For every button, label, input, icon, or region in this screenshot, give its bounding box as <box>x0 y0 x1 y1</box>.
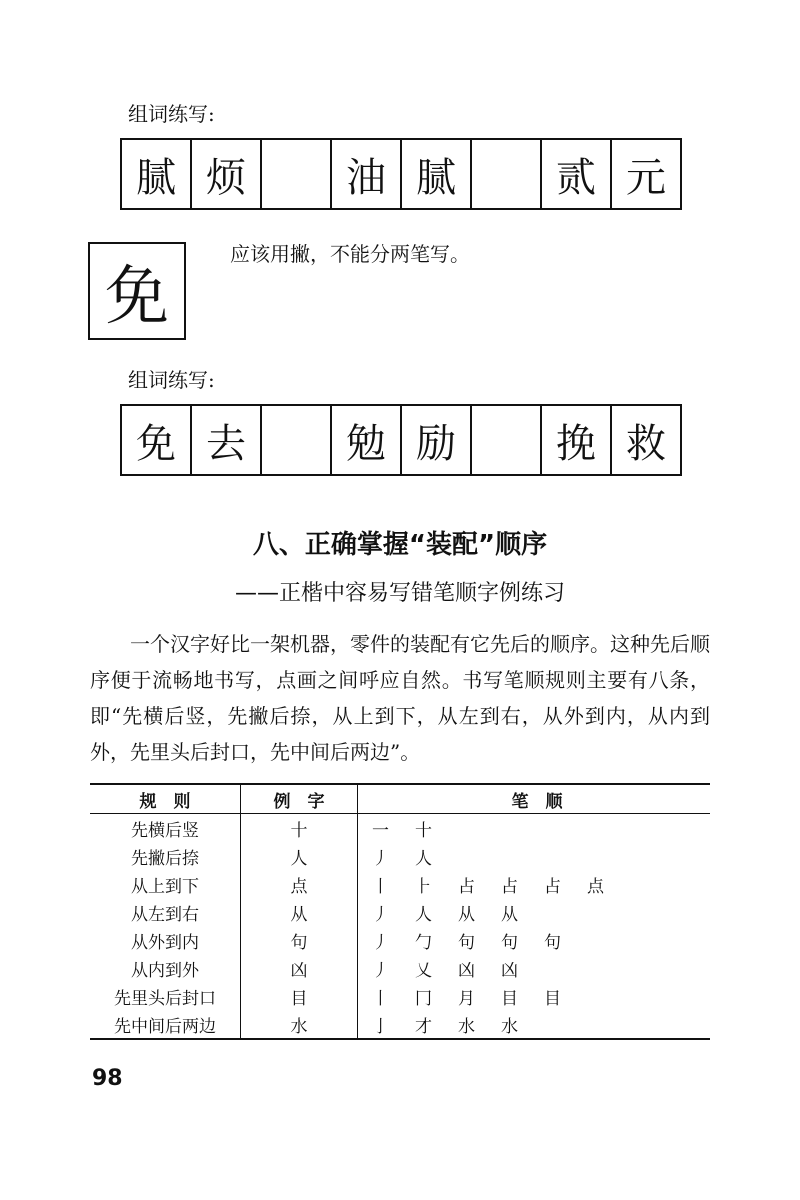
header-example: 例 字 <box>241 784 358 814</box>
grid-cell <box>472 406 542 474</box>
strokes-cell <box>358 954 711 982</box>
stroke-step: 目 <box>544 988 561 1009</box>
grid-cell: 腻 <box>402 140 472 208</box>
stroke-step: 才 <box>415 1016 432 1037</box>
stroke-step: 从 <box>458 904 475 925</box>
strokes-cell <box>358 842 711 870</box>
stroke-step: 水 <box>458 1016 475 1037</box>
example-cell: 点 <box>241 870 358 898</box>
rule-cell: 先横后竖 <box>90 814 241 843</box>
grid-cell <box>262 406 332 474</box>
stroke-step: 句 <box>544 932 561 953</box>
table-row <box>90 814 710 843</box>
stroke-step: 一 <box>372 820 389 841</box>
stroke-step: 占 <box>501 876 518 897</box>
stroke-step: 丿 <box>372 960 389 981</box>
stroke-step: 丿 <box>372 904 389 925</box>
stroke-step: 目 <box>501 988 518 1009</box>
header-rule: 规 则 <box>90 784 241 814</box>
stroke-step: 占 <box>458 876 475 897</box>
rule-cell: 先中间后两边 <box>90 1010 241 1039</box>
intro-paragraph: 一个汉字好比一架机器，零件的装配有它先后的顺序。这种先后顺序便于流畅地书写，点画之间呼应自然。书写笔顺规则主要有八条，即“先横后竖，先撇后捺，从上到下，从左到右，从外到内，从内到外，先里头后封口，先中间后两边”。 <box>90 632 710 764</box>
stroke-step: 句 <box>501 932 518 953</box>
stroke-step: 丨 <box>372 876 389 897</box>
grid-cell: 元 <box>626 154 666 201</box>
header-strokes: 笔 顺 <box>511 791 563 812</box>
stroke-step: 人 <box>415 904 432 925</box>
strokes-cell <box>358 1010 711 1039</box>
grid-cell: 油 <box>332 140 402 208</box>
strokes-cell <box>358 898 711 926</box>
grid-cell: 挽 <box>542 406 612 474</box>
stroke-step: 月 <box>458 988 475 1009</box>
table-row <box>90 982 710 1010</box>
practice-label-1: 组词练写: <box>128 102 215 126</box>
stroke-step: 丿 <box>372 848 389 869</box>
table-row <box>90 926 710 954</box>
example-cell: 凶 <box>241 954 358 982</box>
rule-cell: 先里头后封口 <box>90 982 241 1010</box>
grid-cell: 贰 <box>542 140 612 208</box>
grid-cell: 勉 <box>332 406 402 474</box>
example-cell: 十 <box>241 814 358 843</box>
strokes-cell <box>358 926 711 954</box>
stroke-step: 点 <box>587 876 604 897</box>
example-cell: 人 <box>241 842 358 870</box>
stroke-step: 凶 <box>501 960 518 981</box>
table-header-row <box>90 784 710 814</box>
stroke-order-table <box>90 783 710 1040</box>
example-cell: 水 <box>241 1010 358 1039</box>
section-subtitle: ——正楷中容易写错笔顺字例练习 <box>234 581 565 606</box>
strokes-cell <box>358 982 711 1010</box>
grid-cell: 烦 <box>192 140 262 208</box>
rule-cell: 从外到内 <box>90 926 241 954</box>
grid-cell <box>472 140 542 208</box>
page-number: 98 <box>92 1066 123 1091</box>
writing-note: 应该用撇，不能分两笔写。 <box>230 242 470 266</box>
grid-cell <box>262 140 332 208</box>
stroke-step: 丨 <box>372 988 389 1009</box>
example-char-box: 免 <box>88 242 186 340</box>
stroke-step: 人 <box>415 848 432 869</box>
rule-cell: 从上到下 <box>90 870 241 898</box>
stroke-step: ⺊ <box>415 876 432 897</box>
strokes-cell <box>358 814 711 843</box>
stroke-step: 乂 <box>415 960 432 981</box>
stroke-step: 占 <box>544 876 561 897</box>
stroke-step: 水 <box>501 1016 518 1037</box>
stroke-step: 凶 <box>458 960 475 981</box>
stroke-step: 句 <box>458 932 475 953</box>
section-title: 八、正确掌握“装配”顺序 <box>252 530 548 560</box>
table-row <box>90 842 710 870</box>
table-row <box>90 870 710 898</box>
stroke-step: 亅 <box>372 1016 389 1037</box>
stroke-step: 十 <box>415 820 432 841</box>
rule-cell: 先撇后捺 <box>90 842 241 870</box>
grid-cell: 去 <box>192 406 262 474</box>
practice-grid-2 <box>120 404 682 476</box>
grid-cell: 救 <box>626 420 666 467</box>
example-cell: 句 <box>241 926 358 954</box>
grid-cell: 腻 <box>122 140 192 208</box>
example-cell: 目 <box>241 982 358 1010</box>
stroke-step: 从 <box>501 904 518 925</box>
table-row <box>90 898 710 926</box>
stroke-step: 丿 <box>372 932 389 953</box>
practice-label-2: 组词练写: <box>128 368 215 392</box>
stroke-step: 勹 <box>415 932 432 953</box>
strokes-cell <box>358 870 711 898</box>
practice-grid-1 <box>120 138 682 210</box>
table-row <box>90 954 710 982</box>
grid-cell: 励 <box>402 406 472 474</box>
table-row <box>90 1010 710 1039</box>
grid-cell: 免 <box>122 406 192 474</box>
rule-cell: 从左到右 <box>90 898 241 926</box>
stroke-step: 冂 <box>415 988 432 1009</box>
rule-cell: 从内到外 <box>90 954 241 982</box>
example-cell: 从 <box>241 898 358 926</box>
